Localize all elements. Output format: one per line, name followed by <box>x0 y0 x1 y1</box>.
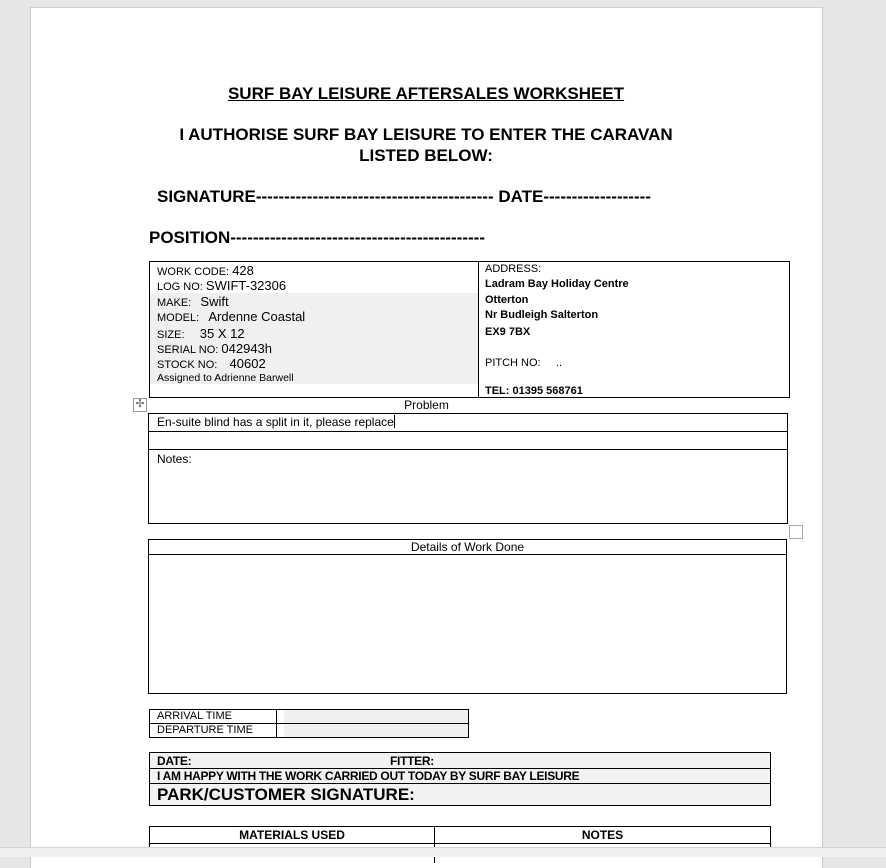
problem-table <box>148 413 788 524</box>
signature-date-line: SIGNATURE------------------------------------------ DATE------------------- <box>157 187 651 206</box>
address-line-1: Ladram Bay Holiday Centre <box>485 278 629 290</box>
notes-header: NOTES <box>435 827 770 844</box>
position-line: POSITION--------------------------------------------- <box>149 228 485 247</box>
tel-row <box>485 385 583 397</box>
fitter-label: FITTER: <box>390 754 434 768</box>
work-done-table <box>148 539 787 694</box>
work-done-cell[interactable] <box>149 555 786 693</box>
assigned-to: Assigned to Adrienne Barwell <box>157 372 294 384</box>
work-code-row <box>157 263 254 278</box>
size-row <box>157 326 245 341</box>
departure-time-field[interactable] <box>284 724 468 737</box>
work-code-value: 428 <box>232 263 254 278</box>
address-label: ADDRESS: <box>485 263 542 275</box>
problem-empty-cell[interactable] <box>149 432 787 450</box>
serial-label: SERIAL NO: <box>157 344 219 356</box>
statement-row <box>150 769 770 784</box>
satisfaction-statement: I AM HAPPY WITH THE WORK CARRIED OUT TODAY BY SURF BAY LEISURE <box>157 769 580 783</box>
log-no-label: LOG NO: <box>157 281 203 293</box>
address-line-2: Otterton <box>485 294 529 306</box>
arrival-time-field[interactable] <box>284 710 468 723</box>
departure-label: DEPARTURE TIME <box>150 724 277 737</box>
problem-text: En-suite blind has a split in it, please replace <box>157 415 394 429</box>
departure-row <box>150 724 468 737</box>
tel-label: TEL: <box>485 385 510 397</box>
work-done-header: Details of Work Done <box>149 540 786 555</box>
size-label: SIZE: <box>157 329 185 341</box>
signoff-table <box>149 752 771 806</box>
pitch-value: .. <box>555 357 563 369</box>
make-label: MAKE: <box>157 297 192 309</box>
log-no-row <box>157 278 286 293</box>
end-cell-marker <box>789 525 803 539</box>
times-table <box>149 709 469 738</box>
problem-description-cell[interactable] <box>149 414 787 432</box>
authorisation-line-2: LISTED BELOW: <box>359 146 493 165</box>
tel-value: 01395 568761 <box>512 385 583 397</box>
problem-description <box>157 415 395 429</box>
stock-value: 40602 <box>229 356 266 371</box>
date-fitter-row[interactable] <box>150 753 770 769</box>
stock-label: STOCK NO: <box>157 359 218 371</box>
document-title: SURF BAY LEISURE AFTERSALES WORKSHEET <box>227 84 625 103</box>
address-line-3: Nr Budleigh Salterton <box>485 309 599 321</box>
model-label: MODEL: <box>157 312 200 324</box>
customer-signature-label: PARK/CUSTOMER SIGNATURE: <box>157 785 415 804</box>
pitch-row <box>485 357 562 369</box>
make-row <box>157 294 229 309</box>
problem-header: Problem <box>404 398 449 412</box>
arrival-label: ARRIVAL TIME <box>150 710 277 723</box>
log-no-value: SWIFT-32306 <box>205 278 287 293</box>
stock-row <box>157 356 266 371</box>
work-code-label: WORK CODE: <box>157 266 230 278</box>
serial-value: 042943h <box>221 341 273 356</box>
caravan-details-cell[interactable] <box>150 262 479 397</box>
pitch-label: PITCH NO: <box>485 357 541 369</box>
address-postcode: EX9 7BX <box>485 326 531 338</box>
model-row <box>157 309 305 324</box>
arrival-row <box>150 710 468 724</box>
text-cursor <box>394 415 395 428</box>
move-arrows-icon[interactable]: ✢ <box>133 398 147 412</box>
authorisation-statement <box>0 124 852 166</box>
authorisation-line-1: I AUTHORISE SURF BAY LEISURE TO ENTER THE CARAVAN <box>179 125 673 144</box>
caravan-info-table <box>149 261 790 398</box>
make-value: Swift <box>200 294 229 309</box>
materials-used-header: MATERIALS USED <box>150 827 435 844</box>
date-label: DATE: <box>157 754 192 768</box>
model-value: Ardenne Coastal <box>208 309 306 324</box>
serial-row <box>157 341 272 356</box>
size-value: 35 X 12 <box>199 326 245 341</box>
notes-label: Notes: <box>157 452 192 466</box>
